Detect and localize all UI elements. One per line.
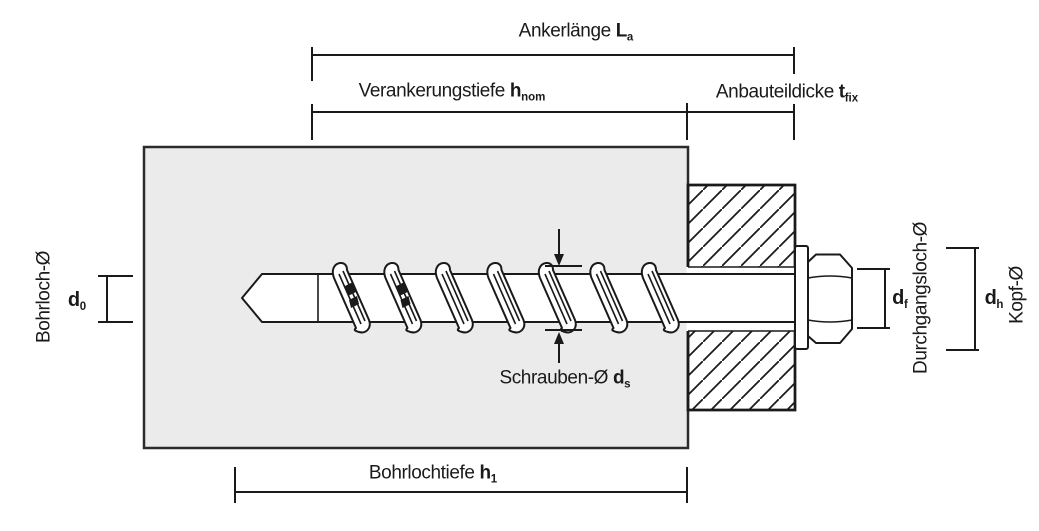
hex-head — [808, 255, 852, 344]
label-anchor-length: Ankerlänge La — [518, 20, 634, 44]
label-drill-hole-diameter-symbol: d0 — [67, 289, 87, 313]
dimension-anchor-length — [312, 47, 794, 81]
label-drill-hole-diameter-name: Bohrloch-Ø — [33, 250, 55, 344]
washer — [795, 246, 808, 349]
label-screw-diameter: Schrauben-Ø ds — [499, 367, 631, 391]
label-fixture-thickness: Anbauteildicke tfix — [715, 81, 859, 105]
label-head-diameter-name: Kopf-Ø — [1006, 266, 1028, 324]
dimension-embedment-and-fixture — [312, 103, 794, 140]
label-embedment-depth: Verankerungstiefe hnom — [358, 80, 546, 104]
bracket-head-diameter — [946, 248, 979, 350]
label-head-diameter-symbol: dh — [984, 287, 1004, 311]
label-through-hole-diameter-name: Durchgangsloch-Ø — [910, 221, 932, 375]
label-through-hole-diameter-symbol: df — [892, 287, 908, 311]
bracket-through-hole-diameter — [857, 269, 890, 328]
label-drill-hole-depth: Bohrlochtiefe h1 — [368, 462, 498, 486]
bracket-drill-hole-diameter — [98, 276, 133, 322]
